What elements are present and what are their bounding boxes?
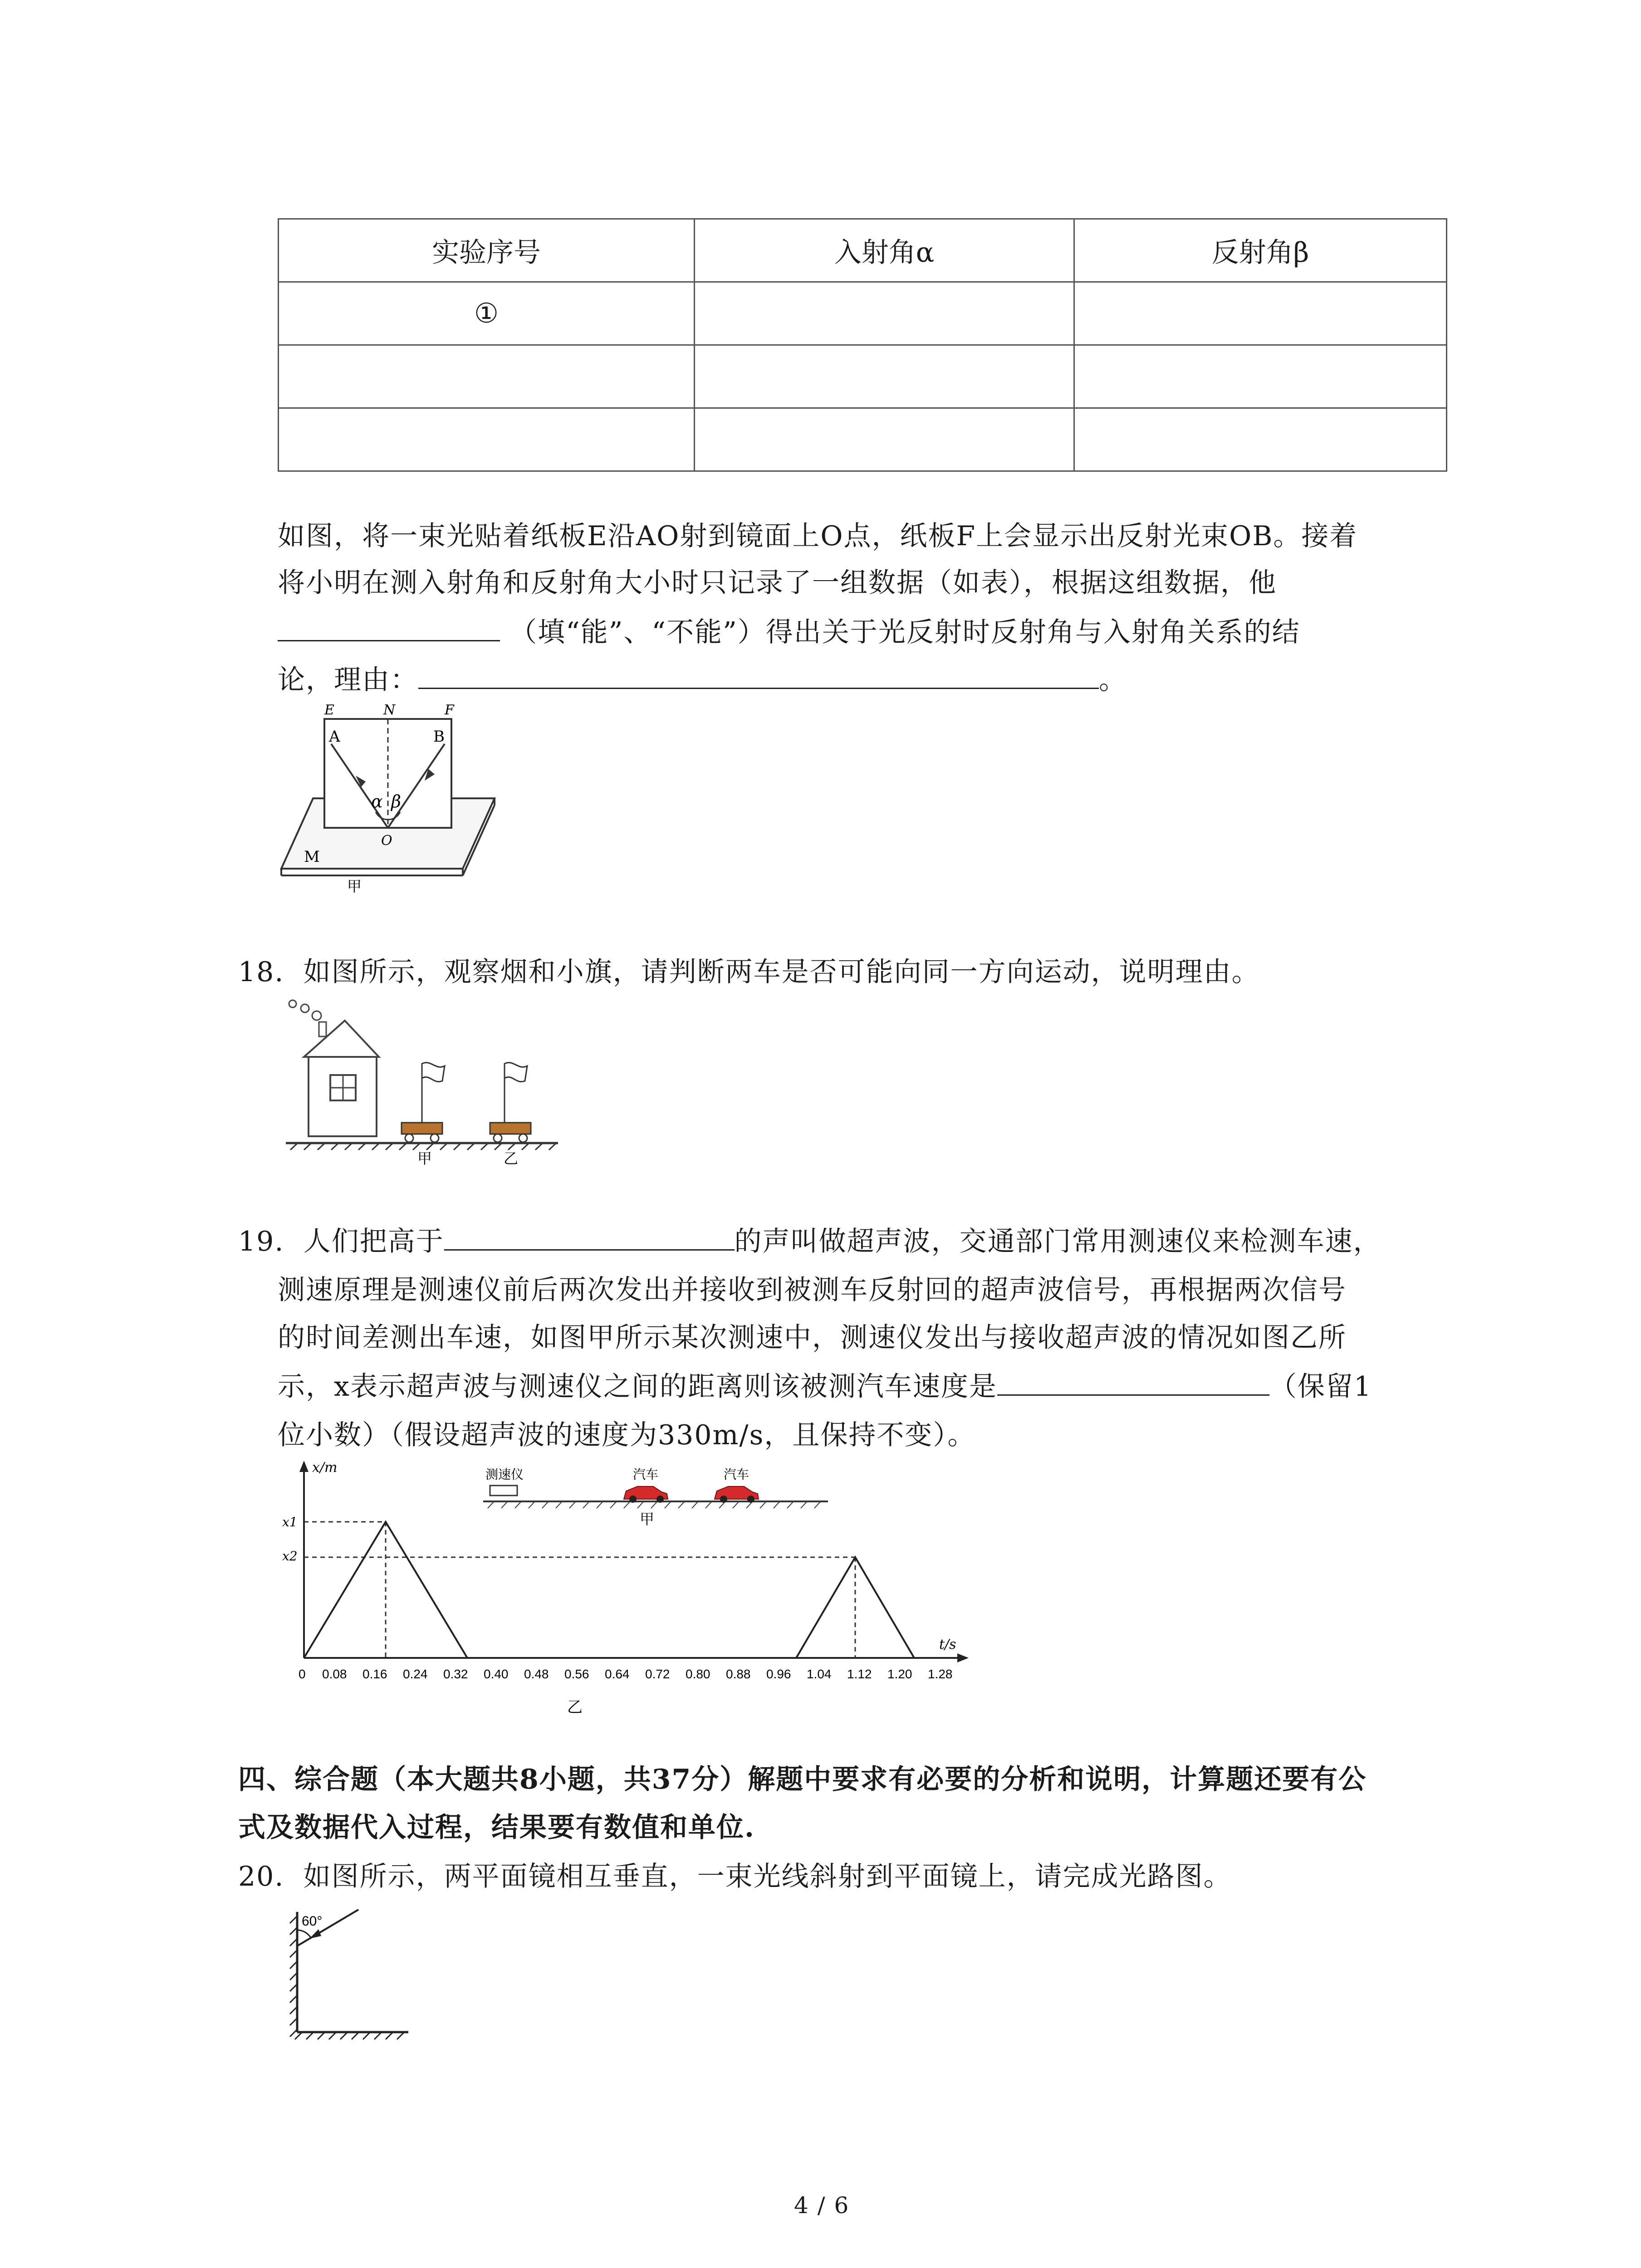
tick-label: 0.40: [484, 1667, 509, 1681]
q19-line-4: [278, 1362, 1372, 1411]
label-o: O: [381, 833, 392, 849]
label-n: N: [383, 702, 396, 718]
tick-label: 1.04: [807, 1667, 832, 1681]
q19-line-4b: （保留1: [1269, 1371, 1372, 1403]
tick-label: 0.08: [322, 1667, 347, 1681]
smoke-puff: [312, 1011, 321, 1020]
q19-line-4a: 示，x表示超声波与测速仪之间的距离则该被测汽车速度是: [278, 1371, 997, 1403]
q20-question: [238, 1852, 1232, 1901]
table-row: [279, 345, 1447, 408]
cart-yi: [490, 1123, 531, 1134]
chimney: [319, 1022, 326, 1036]
q17-line-1: 如图，将一束光贴着纸板E沿AO射到镜面上O点，纸板F上会显示出反射光束OB。接着: [278, 520, 1358, 552]
q19-line-1: [238, 1217, 1381, 1266]
q17-line-3-text: （填“能”、“不能”）得出关于光反射时反射角与入射角关系的结: [509, 616, 1300, 648]
ultrasonic-graph-figure: [277, 1458, 985, 1721]
speed-blank[interactable]: [997, 1367, 1269, 1396]
flag-jia: [422, 1063, 445, 1082]
label-b: B: [433, 728, 445, 746]
table-row: [279, 282, 1447, 345]
q17-line-2: 将小明在测入射角和反射角大小时只记录了一组数据（如表），根据这组数据，他: [278, 567, 1277, 599]
table-cell: [1074, 282, 1447, 345]
tick-label: 0.72: [645, 1667, 670, 1681]
tick-label: 1.20: [887, 1667, 912, 1681]
tick-label: 0: [299, 1667, 306, 1681]
label-beta: β: [391, 792, 401, 811]
q19-number: 19.: [238, 1226, 284, 1257]
label-e: E: [324, 702, 334, 718]
car-label-2: 汽车: [724, 1467, 749, 1481]
tick-label: 1.28: [928, 1667, 953, 1681]
table-cell: [1074, 345, 1447, 408]
answer-blank[interactable]: [278, 613, 500, 641]
q17-reason-label: 论，理由：: [278, 664, 418, 696]
flag-yi: [505, 1063, 527, 1082]
tick-label: 1.12: [847, 1667, 872, 1681]
section-4-line-2: 式及数据代入过程，结果要有数值和单位.: [238, 1812, 755, 1843]
x1-label: x1: [282, 1515, 298, 1530]
label-jia: 甲: [417, 1150, 432, 1167]
q18-question: [238, 948, 1260, 997]
house-roof: [304, 1021, 379, 1057]
label-a: A: [329, 728, 340, 746]
smoke-puff: [289, 1000, 296, 1007]
q20-number: 20.: [238, 1861, 284, 1892]
table-row: [279, 408, 1447, 471]
label-alpha: α: [371, 792, 383, 811]
label-yi: 乙: [504, 1150, 519, 1167]
perpendicular-mirrors-figure: [268, 1903, 422, 2057]
table-header-cell: 反射角β: [1074, 219, 1447, 282]
smoke-flag-figure: [286, 996, 576, 1168]
q17-line-3: [278, 608, 1300, 657]
table-header-cell: 入射角α: [695, 219, 1074, 282]
tick-label: 0.48: [524, 1667, 549, 1681]
caption-jia: 甲: [640, 1511, 655, 1527]
tick-label: 0.64: [605, 1667, 630, 1681]
q18-text: 如图所示，观察烟和小旗，请判断两车是否可能向同一方向运动，说明理由。: [303, 956, 1260, 988]
caption-yi: 乙: [567, 1699, 583, 1716]
page-number: 4 / 6: [794, 2192, 850, 2219]
table-cell: [695, 408, 1074, 471]
q19-line-5: 位小数）（假设超声波的速度为330m/s，且保持不变）。: [278, 1419, 976, 1451]
table-cell: [279, 408, 695, 471]
speed-meter-icon: [490, 1486, 517, 1496]
tick-label: 0.80: [686, 1667, 710, 1681]
table-cell: [695, 345, 1074, 408]
x-tick-labels: [299, 1667, 953, 1681]
experiment-table: [278, 218, 1447, 472]
x2-label: x2: [282, 1549, 298, 1564]
q17-period: 。: [1099, 664, 1127, 696]
table-cell: [695, 282, 1074, 345]
q19-line-2: 测速原理是测速仪前后两次发出并接收到被测车反射回的超声波信号，再根据两次信号: [278, 1274, 1347, 1306]
section-4-line-1: 四、综合题（本大题共8小题，共37分）解题中要求有必要的分析和说明，计算题还要有公: [238, 1764, 1367, 1795]
q19-line-3: 的时间差测出车速，如图甲所示某次测速中，测速仪发出与接收超声波的情况如图乙所: [278, 1322, 1347, 1354]
label-f: F: [445, 702, 454, 718]
q17-line-4: [278, 655, 1127, 704]
tick-label: 0.16: [362, 1667, 387, 1681]
x-axis-label: t/s: [939, 1637, 956, 1652]
mirror-board-figure: [272, 701, 508, 896]
q18-number: 18.: [238, 956, 284, 988]
angle-label: 60°: [302, 1914, 323, 1929]
reason-blank[interactable]: [418, 660, 1099, 689]
y-axis-label: x/m: [312, 1460, 338, 1476]
tick-label: 0.96: [766, 1667, 791, 1681]
q19-line-1b: 的声叫做超声波，交通部门常用测速仪来检测车速，: [734, 1226, 1381, 1257]
table-cell: [279, 345, 695, 408]
car-label-1: 汽车: [633, 1467, 659, 1481]
table-cell: ①: [279, 282, 695, 345]
label-m: M: [304, 848, 320, 866]
cart-jia: [402, 1123, 442, 1134]
q19-line-1a: 人们把高于: [303, 1226, 444, 1257]
tick-label: 0.88: [726, 1667, 751, 1681]
smoke-puff: [301, 1004, 309, 1012]
tick-label: 0.24: [403, 1667, 428, 1681]
device-label: 测速仪: [485, 1467, 524, 1481]
table-header-row: [279, 219, 1447, 282]
caption-jia: 甲: [347, 878, 362, 894]
frequency-blank[interactable]: [444, 1222, 735, 1251]
tick-label: 0.32: [443, 1667, 468, 1681]
table-cell: [1074, 408, 1447, 471]
tick-label: 0.56: [564, 1667, 589, 1681]
table-header-cell: 实验序号: [279, 219, 695, 282]
q20-text: 如图所示，两平面镜相互垂直，一束光线斜射到平面镜上，请完成光路图。: [303, 1861, 1232, 1892]
